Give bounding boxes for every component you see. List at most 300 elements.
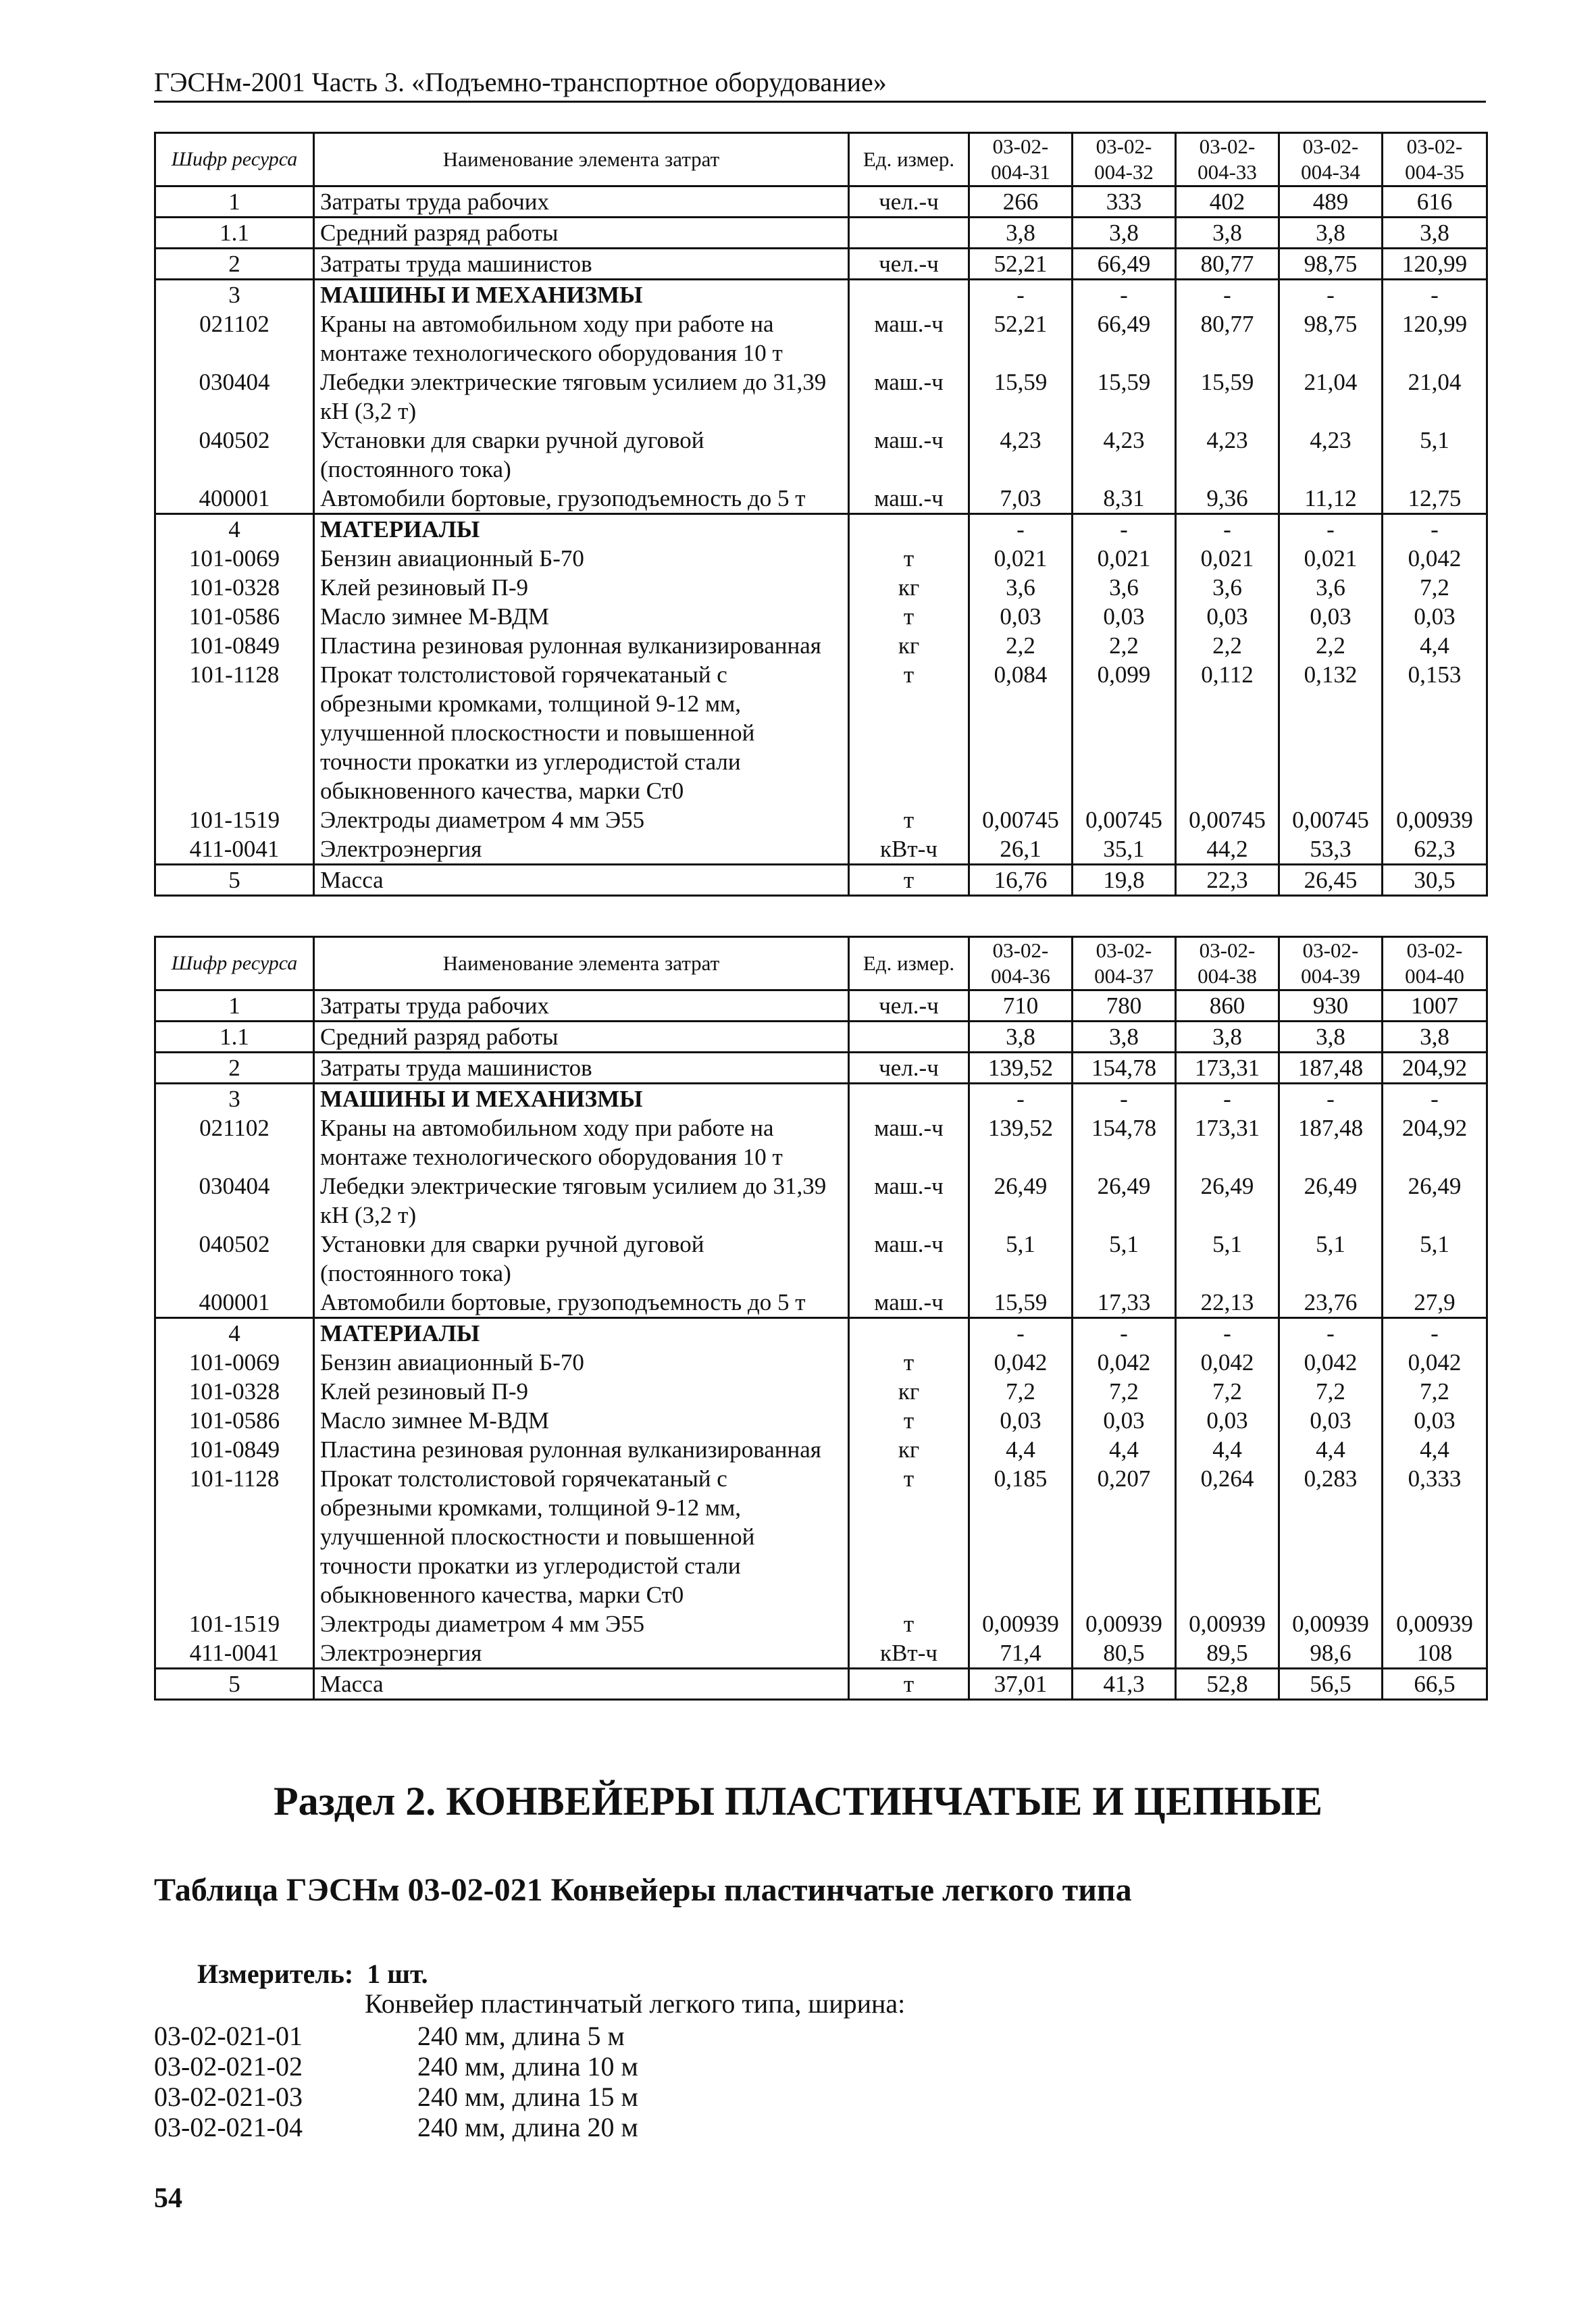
resource-code-cell: 3 <box>155 280 314 310</box>
value-cell: 173,31 <box>1176 1053 1279 1084</box>
unit-cell: т <box>849 660 969 805</box>
value-cell: 71,4 <box>969 1638 1073 1669</box>
header-unit: Ед. измер. <box>849 133 969 186</box>
table-row <box>155 280 1487 310</box>
value-cell: 62,3 <box>1383 834 1487 865</box>
value-cell: - <box>969 1318 1073 1349</box>
value-cell: 4,4 <box>1073 1435 1176 1464</box>
resource-name-cell: Электроэнергия <box>314 834 849 865</box>
value-cell: 3,8 <box>1073 1022 1176 1053</box>
value-cell: 80,77 <box>1176 309 1279 368</box>
value-cell: 11,12 <box>1279 484 1383 514</box>
unit-cell: кг <box>849 631 969 660</box>
value-cell: 616 <box>1383 186 1487 218</box>
value-cell: 15,59 <box>1176 368 1279 426</box>
value-cell: 108 <box>1383 1638 1487 1669</box>
unit-cell: маш.-ч <box>849 1172 969 1230</box>
table-row <box>155 1172 1487 1230</box>
resource-code-cell: 030404 <box>155 368 314 426</box>
table-row <box>155 1377 1487 1406</box>
value-cell: 204,92 <box>1383 1113 1487 1172</box>
value-cell: 21,04 <box>1383 368 1487 426</box>
resource-code-cell: 021102 <box>155 1113 314 1172</box>
value-cell: 7,03 <box>969 484 1073 514</box>
resource-name-cell: Установки для сварки ручной дуговой (постоянного тока) <box>314 1230 849 1288</box>
value-cell: 139,52 <box>969 1113 1073 1172</box>
value-cell: 2,2 <box>1176 631 1279 660</box>
value-cell: - <box>1279 280 1383 310</box>
page-number: 54 <box>154 2183 182 2214</box>
value-cell: 98,75 <box>1279 249 1383 280</box>
section-title: Раздел 2. КОНВЕЙЕРЫ ПЛАСТИНЧАТЫЕ И ЦЕПНЫЕ <box>273 1779 1323 1823</box>
value-cell: 2,2 <box>1073 631 1176 660</box>
resource-code-cell: 4 <box>155 514 314 545</box>
value-cell: 5,1 <box>969 1230 1073 1288</box>
value-cell: 5,1 <box>1383 1230 1487 1288</box>
resource-code-cell: 411-0041 <box>155 834 314 865</box>
value-cell: 154,78 <box>1073 1053 1176 1084</box>
resource-name-cell: Затраты труда рабочих <box>314 186 849 218</box>
value-cell: 3,8 <box>1383 218 1487 249</box>
value-cell: 0,00745 <box>1073 805 1176 834</box>
value-cell: 187,48 <box>1279 1053 1383 1084</box>
value-cell: 0,00745 <box>1279 805 1383 834</box>
table-row <box>155 1464 1487 1609</box>
value-cell: 0,283 <box>1279 1464 1383 1609</box>
table-body <box>155 990 1487 1700</box>
resource-code-cell: 101-0328 <box>155 1377 314 1406</box>
unit-cell: т <box>849 602 969 631</box>
value-cell: 4,23 <box>1073 426 1176 484</box>
unit-cell: кВт-ч <box>849 1638 969 1669</box>
table-row <box>155 1638 1487 1669</box>
resource-name-cell: Средний разряд работы <box>314 1022 849 1053</box>
variant-desc: 240 мм, длина 10 м <box>417 2051 638 2082</box>
value-cell: 0,042 <box>969 1348 1073 1377</box>
value-cell: 4,4 <box>1383 1435 1487 1464</box>
value-cell: 0,03 <box>1279 602 1383 631</box>
resource-name-cell: Установки для сварки ручной дуговой (постоянного тока) <box>314 426 849 484</box>
header-col: 03-02-004-34 <box>1279 133 1383 186</box>
unit-cell: маш.-ч <box>849 1230 969 1288</box>
table-row <box>155 368 1487 426</box>
resource-table-2 <box>154 936 1488 1701</box>
unit-cell: кВт-ч <box>849 834 969 865</box>
value-cell: 860 <box>1176 990 1279 1022</box>
resource-name-cell: Затраты труда машинистов <box>314 249 849 280</box>
value-cell: 187,48 <box>1279 1113 1383 1172</box>
value-cell: 52,8 <box>1176 1669 1279 1700</box>
value-cell: 21,04 <box>1279 368 1383 426</box>
value-cell: - <box>1383 1084 1487 1114</box>
variant-desc: 240 мм, длина 15 м <box>417 2082 638 2112</box>
value-cell: 26,49 <box>1383 1172 1487 1230</box>
table-row <box>155 1230 1487 1288</box>
value-cell: 26,1 <box>969 834 1073 865</box>
unit-cell <box>849 1022 969 1053</box>
resource-code-cell: 030404 <box>155 1172 314 1230</box>
value-cell: 0,03 <box>1383 1406 1487 1435</box>
value-cell: 98,75 <box>1279 309 1383 368</box>
unit-cell <box>849 218 969 249</box>
resource-name-cell: Масло зимнее М-ВДМ <box>314 602 849 631</box>
resource-code-cell: 101-0069 <box>155 544 314 573</box>
resource-code-cell: 3 <box>155 1084 314 1114</box>
meter-value: 1 шт. <box>367 1959 428 1989</box>
value-cell: 26,49 <box>1073 1172 1176 1230</box>
value-cell: 0,00939 <box>1279 1609 1383 1638</box>
header-col: 03-02-004-39 <box>1279 937 1383 990</box>
value-cell: 3,8 <box>1279 218 1383 249</box>
resource-code-cell: 101-1128 <box>155 660 314 805</box>
value-cell: 66,5 <box>1383 1669 1487 1700</box>
unit-cell: т <box>849 544 969 573</box>
value-cell: 0,03 <box>1279 1406 1383 1435</box>
table-row <box>155 1022 1487 1053</box>
unit-cell: т <box>849 805 969 834</box>
value-cell: 0,042 <box>1383 1348 1487 1377</box>
variant-desc: 240 мм, длина 20 м <box>417 2112 638 2142</box>
value-cell: 154,78 <box>1073 1113 1176 1172</box>
resource-name-cell: Затраты труда рабочих <box>314 990 849 1022</box>
meter-line <box>197 1958 428 1990</box>
table-row <box>155 186 1487 218</box>
value-cell: - <box>969 280 1073 310</box>
value-cell: 0,112 <box>1176 660 1279 805</box>
resource-name-cell: Клей резиновый П-9 <box>314 573 849 602</box>
unit-cell: т <box>849 1406 969 1435</box>
resource-name-cell: Масса <box>314 1669 849 1700</box>
value-cell: 4,4 <box>1176 1435 1279 1464</box>
value-cell: 0,03 <box>1073 602 1176 631</box>
value-cell: 80,5 <box>1073 1638 1176 1669</box>
variants-intro: Конвейер пластинчатый легкого типа, ширина: <box>365 1988 906 2019</box>
value-cell: 266 <box>969 186 1073 218</box>
header-col: 03-02-004-33 <box>1176 133 1279 186</box>
resource-name-cell: Лебедки электрические тяговым усилием до 31,39 кН (3,2 т) <box>314 368 849 426</box>
value-cell: 56,5 <box>1279 1669 1383 1700</box>
value-cell: 7,2 <box>1279 1377 1383 1406</box>
value-cell: 0,132 <box>1279 660 1383 805</box>
value-cell: 0,03 <box>969 602 1073 631</box>
table-row <box>155 1435 1487 1464</box>
value-cell: 19,8 <box>1073 865 1176 896</box>
value-cell: 3,8 <box>969 218 1073 249</box>
unit-cell: т <box>849 1669 969 1700</box>
value-cell: - <box>1383 514 1487 545</box>
value-cell: 0,084 <box>969 660 1073 805</box>
resource-name-cell: Средний разряд работы <box>314 218 849 249</box>
value-cell: 8,31 <box>1073 484 1176 514</box>
table-row <box>155 631 1487 660</box>
header-code: Шифр ресурса <box>155 133 314 186</box>
resource-code-cell: 101-1128 <box>155 1464 314 1609</box>
resource-name-cell: Масса <box>314 865 849 896</box>
resource-code-cell: 5 <box>155 1669 314 1700</box>
table-row <box>155 218 1487 249</box>
unit-cell <box>849 514 969 545</box>
variant-code: 03-02-021-02 <box>154 2051 303 2082</box>
table-row <box>155 309 1487 368</box>
value-cell: 4,23 <box>1279 426 1383 484</box>
unit-cell: чел.-ч <box>849 186 969 218</box>
resource-name-cell: МАШИНЫ И МЕХАНИЗМЫ <box>314 1084 849 1114</box>
resource-name-cell: Лебедки электрические тяговым усилием до 31,39 кН (3,2 т) <box>314 1172 849 1230</box>
resource-name-cell: Прокат толстолистовой горячекатаный с обрезными кромками, толщиной 9-12 мм, улучшенной плоскостности и повышенной точности прокатки из углеродистой стали обыкновенного качества, марки Ст0 <box>314 660 849 805</box>
value-cell: 44,2 <box>1176 834 1279 865</box>
value-cell: 3,8 <box>1073 218 1176 249</box>
value-cell: 5,1 <box>1176 1230 1279 1288</box>
unit-cell: маш.-ч <box>849 1288 969 1318</box>
value-cell: 26,49 <box>1279 1172 1383 1230</box>
table-title: Таблица ГЭСНм 03-02-021 Конвейеры пластинчатые легкого типа <box>154 1872 1132 1908</box>
value-cell: - <box>1383 1318 1487 1349</box>
resource-code-cell: 101-0586 <box>155 1406 314 1435</box>
unit-cell: маш.-ч <box>849 368 969 426</box>
value-cell: 0,03 <box>1383 602 1487 631</box>
value-cell: 3,8 <box>1279 1022 1383 1053</box>
resource-code-cell: 1.1 <box>155 218 314 249</box>
unit-cell: чел.-ч <box>849 249 969 280</box>
variant-code: 03-02-021-01 <box>154 2021 303 2051</box>
unit-cell: чел.-ч <box>849 1053 969 1084</box>
header-code: Шифр ресурса <box>155 937 314 990</box>
value-cell: 710 <box>969 990 1073 1022</box>
value-cell: 15,59 <box>969 1288 1073 1318</box>
resource-name-cell: Электроды диаметром 4 мм Э55 <box>314 1609 849 1638</box>
variant-desc: 240 мм, длина 5 м <box>417 2021 625 2051</box>
unit-cell: т <box>849 865 969 896</box>
value-cell: 3,8 <box>969 1022 1073 1053</box>
resource-name-cell: Автомобили бортовые, грузоподъемность до 5 т <box>314 1288 849 1318</box>
value-cell: 26,49 <box>969 1172 1073 1230</box>
value-cell: 120,99 <box>1383 249 1487 280</box>
header-col: 03-02-004-36 <box>969 937 1073 990</box>
value-cell: - <box>1073 1318 1176 1349</box>
value-cell: 0,042 <box>1279 1348 1383 1377</box>
resource-code-cell: 4 <box>155 1318 314 1349</box>
value-cell: 80,77 <box>1176 249 1279 280</box>
resource-name-cell: Бензин авиационный Б-70 <box>314 544 849 573</box>
value-cell: 4,23 <box>1176 426 1279 484</box>
resource-code-cell: 400001 <box>155 1288 314 1318</box>
value-cell: 0,03 <box>1176 1406 1279 1435</box>
value-cell: 7,2 <box>1383 1377 1487 1406</box>
table-row <box>155 249 1487 280</box>
table-row <box>155 602 1487 631</box>
value-cell: 4,23 <box>969 426 1073 484</box>
value-cell: 0,03 <box>1176 602 1279 631</box>
value-cell: 0,021 <box>1073 544 1176 573</box>
value-cell: 3,6 <box>1176 573 1279 602</box>
value-cell: 0,185 <box>969 1464 1073 1609</box>
value-cell: 53,3 <box>1279 834 1383 865</box>
header-name: Наименование элемента затрат <box>314 937 849 990</box>
header-col: 03-02-004-38 <box>1176 937 1279 990</box>
value-cell: - <box>1176 280 1279 310</box>
unit-cell <box>849 1318 969 1349</box>
value-cell: 3,8 <box>1383 1022 1487 1053</box>
value-cell: 66,49 <box>1073 249 1176 280</box>
value-cell: 0,00939 <box>1176 1609 1279 1638</box>
resource-code-cell: 040502 <box>155 426 314 484</box>
resource-code-cell: 101-0849 <box>155 1435 314 1464</box>
value-cell: - <box>1073 1084 1176 1114</box>
running-header: ГЭСНм-2001 Часть 3. «Подъемно-транспортное оборудование» <box>154 66 1486 103</box>
value-cell: - <box>1176 514 1279 545</box>
resource-name-cell: Автомобили бортовые, грузоподъемность до 5 т <box>314 484 849 514</box>
value-cell: 333 <box>1073 186 1176 218</box>
table-row <box>155 1288 1487 1318</box>
value-cell: 0,333 <box>1383 1464 1487 1609</box>
value-cell: 52,21 <box>969 249 1073 280</box>
value-cell: 0,264 <box>1176 1464 1279 1609</box>
resource-name-cell: МАТЕРИАЛЫ <box>314 514 849 545</box>
variant-code: 03-02-021-03 <box>154 2082 303 2112</box>
table-row <box>155 1113 1487 1172</box>
resource-code-cell: 101-0328 <box>155 573 314 602</box>
value-cell: 16,76 <box>969 865 1073 896</box>
value-cell: 98,6 <box>1279 1638 1383 1669</box>
value-cell: 139,52 <box>969 1053 1073 1084</box>
value-cell: 930 <box>1279 990 1383 1022</box>
table-row <box>155 544 1487 573</box>
resource-name-cell: Затраты труда машинистов <box>314 1053 849 1084</box>
table-row <box>155 484 1487 514</box>
value-cell: - <box>969 1084 1073 1114</box>
value-cell: 402 <box>1176 186 1279 218</box>
value-cell: 2,2 <box>1279 631 1383 660</box>
header-name: Наименование элемента затрат <box>314 133 849 186</box>
value-cell: 35,1 <box>1073 834 1176 865</box>
header-col: 03-02-004-37 <box>1073 937 1176 990</box>
value-cell: 0,021 <box>969 544 1073 573</box>
value-cell: 89,5 <box>1176 1638 1279 1669</box>
value-cell: 0,153 <box>1383 660 1487 805</box>
header-unit: Ед. измер. <box>849 937 969 990</box>
resource-name-cell: Электроэнергия <box>314 1638 849 1669</box>
resource-code-cell: 411-0041 <box>155 1638 314 1669</box>
table-row <box>155 426 1487 484</box>
value-cell: 5,1 <box>1279 1230 1383 1288</box>
table-header-row <box>155 133 1487 186</box>
value-cell: - <box>969 514 1073 545</box>
unit-cell: кг <box>849 1435 969 1464</box>
table-row <box>155 1348 1487 1377</box>
value-cell: 30,5 <box>1383 865 1487 896</box>
value-cell: 0,00939 <box>1073 1609 1176 1638</box>
header-col: 03-02-004-31 <box>969 133 1073 186</box>
value-cell: 66,49 <box>1073 309 1176 368</box>
value-cell: 204,92 <box>1383 1053 1487 1084</box>
value-cell: 12,75 <box>1383 484 1487 514</box>
value-cell: 3,6 <box>969 573 1073 602</box>
value-cell: 0,042 <box>1383 544 1487 573</box>
unit-cell: кг <box>849 573 969 602</box>
value-cell: 0,021 <box>1279 544 1383 573</box>
value-cell: 5,1 <box>1073 1230 1176 1288</box>
table-row <box>155 990 1487 1022</box>
resource-name-cell: МАШИНЫ И МЕХАНИЗМЫ <box>314 280 849 310</box>
value-cell: 173,31 <box>1176 1113 1279 1172</box>
value-cell: 41,3 <box>1073 1669 1176 1700</box>
value-cell: - <box>1073 280 1176 310</box>
variant-code: 03-02-021-04 <box>154 2112 303 2142</box>
value-cell: 4,4 <box>969 1435 1073 1464</box>
resource-name-cell: Прокат толстолистовой горячекатаный с обрезными кромками, толщиной 9-12 мм, улучшенной плоскостности и повышенной точности прокатки из углеродистой стали обыкновенного качества, марки Ст0 <box>314 1464 849 1609</box>
value-cell: - <box>1279 1318 1383 1349</box>
value-cell: 22,3 <box>1176 865 1279 896</box>
header-col: 03-02-004-35 <box>1383 133 1487 186</box>
resource-code-cell: 2 <box>155 249 314 280</box>
resource-code-cell: 101-0069 <box>155 1348 314 1377</box>
value-cell: - <box>1176 1084 1279 1114</box>
value-cell: 4,4 <box>1383 631 1487 660</box>
value-cell: 0,099 <box>1073 660 1176 805</box>
value-cell: 0,03 <box>969 1406 1073 1435</box>
value-cell: 120,99 <box>1383 309 1487 368</box>
table-row <box>155 1318 1487 1349</box>
value-cell: 22,13 <box>1176 1288 1279 1318</box>
value-cell: 52,21 <box>969 309 1073 368</box>
value-cell: - <box>1176 1318 1279 1349</box>
table-header-row <box>155 937 1487 990</box>
value-cell: 780 <box>1073 990 1176 1022</box>
value-cell: 0,207 <box>1073 1464 1176 1609</box>
unit-cell: т <box>849 1348 969 1377</box>
table-row <box>155 573 1487 602</box>
resource-name-cell: Клей резиновый П-9 <box>314 1377 849 1406</box>
value-cell: 3,8 <box>1176 1022 1279 1053</box>
value-cell: 0,042 <box>1073 1348 1176 1377</box>
resource-code-cell: 021102 <box>155 309 314 368</box>
meter-label: Измеритель: <box>197 1959 354 1989</box>
table-row <box>155 514 1487 545</box>
resource-name-cell: МАТЕРИАЛЫ <box>314 1318 849 1349</box>
resource-table-1 <box>154 132 1488 897</box>
resource-code-cell: 1.1 <box>155 1022 314 1053</box>
resource-name-cell: Краны на автомобильном ходу при работе на монтаже технологического оборудования 10 т <box>314 1113 849 1172</box>
resource-code-cell: 040502 <box>155 1230 314 1288</box>
resource-code-cell: 2 <box>155 1053 314 1084</box>
resource-name-cell: Бензин авиационный Б-70 <box>314 1348 849 1377</box>
table-row <box>155 1609 1487 1638</box>
resource-code-cell: 1 <box>155 990 314 1022</box>
value-cell: 4,4 <box>1279 1435 1383 1464</box>
value-cell: 0,00745 <box>1176 805 1279 834</box>
table-row <box>155 834 1487 865</box>
value-cell: 26,45 <box>1279 865 1383 896</box>
resource-name-cell: Пластина резиновая рулонная вулканизированная <box>314 1435 849 1464</box>
value-cell: 0,042 <box>1176 1348 1279 1377</box>
table-row <box>155 1669 1487 1700</box>
value-cell: 0,00939 <box>1383 805 1487 834</box>
value-cell: 3,6 <box>1279 573 1383 602</box>
resource-code-cell: 1 <box>155 186 314 218</box>
value-cell: 7,2 <box>1073 1377 1176 1406</box>
value-cell: 489 <box>1279 186 1383 218</box>
table-row <box>155 660 1487 805</box>
value-cell: 2,2 <box>969 631 1073 660</box>
unit-cell: маш.-ч <box>849 1113 969 1172</box>
value-cell: 5,1 <box>1383 426 1487 484</box>
unit-cell <box>849 280 969 310</box>
unit-cell: маш.-ч <box>849 484 969 514</box>
header-col: 03-02-004-40 <box>1383 937 1487 990</box>
value-cell: 1007 <box>1383 990 1487 1022</box>
value-cell: 7,2 <box>969 1377 1073 1406</box>
value-cell: - <box>1279 514 1383 545</box>
